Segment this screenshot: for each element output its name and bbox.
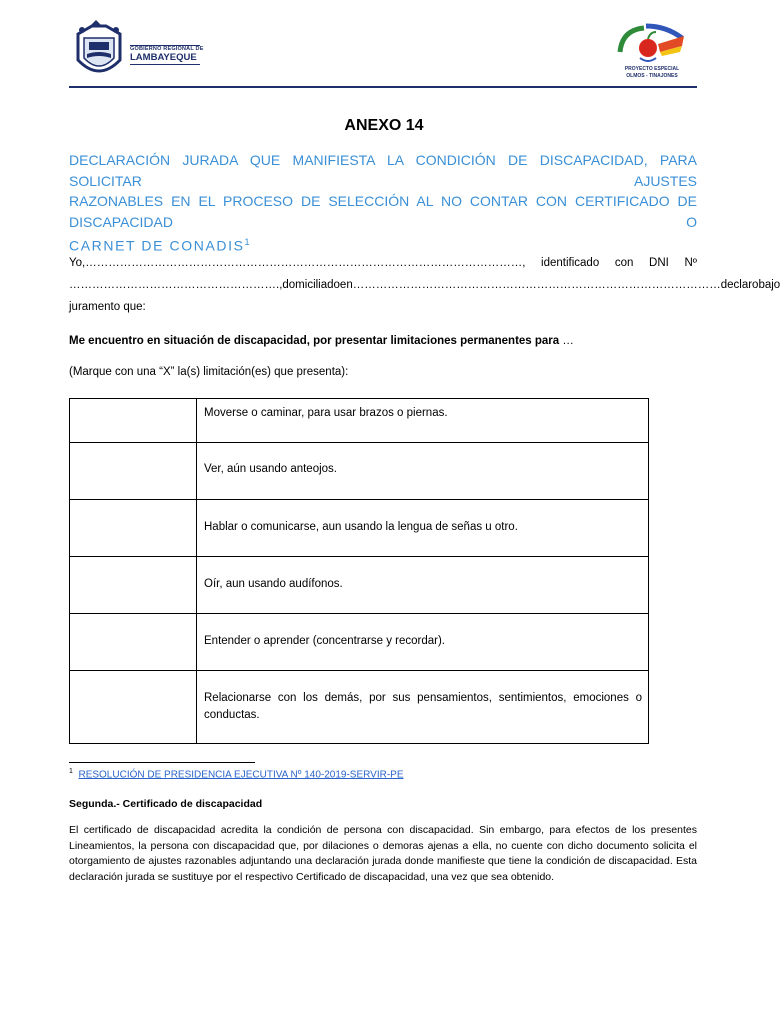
table-row	[70, 557, 649, 614]
instruction-line: (Marque con una “X” la(s) limitación(es) que presenta):	[69, 366, 349, 378]
word-con: con	[614, 257, 634, 269]
heading-line-2: RAZONABLES EN EL PROCESO DE SELECCIÓN AL NO CONTAR CON CERTIFICADO DE DISCAPACIDAD O	[69, 193, 697, 230]
section-title: Segunda.- Certificado de discapacidad	[69, 798, 263, 810]
limitation-text: Relacionarse con los demás, por sus pensamientos, sentimientos, emociones o conductas.	[197, 671, 649, 744]
footnote-number: 1	[69, 768, 73, 775]
declaration-block	[69, 252, 780, 318]
header-divider	[69, 86, 697, 88]
word-identificado: identificado	[541, 257, 600, 269]
mark-box-3[interactable]	[70, 500, 197, 557]
table-row	[70, 671, 649, 744]
word-dni: DNI	[649, 257, 669, 269]
resolution-link[interactable]: RESOLUCIÓN DE PRESIDENCIA EJECUTIVA Nº 140-2019-SERVIR-PE	[78, 769, 404, 781]
table-row	[70, 614, 649, 671]
table-row	[70, 399, 649, 443]
word-en: en	[339, 279, 353, 291]
mark-box-4[interactable]	[70, 557, 197, 614]
org-name-line2: LAMBAYEQUE	[130, 52, 197, 63]
section-body: El certificado de discapacidad acredita la condición de persona con discapacidad. Sin embargo, para efectos de los presentes Lineamientos, la persona con discapacidad que, por dilaciones o demoras ajenas a ella, no cuente con dicho documento solicita el otorgamiento de ajustes razonables adjuntando una declaración jurada donde manifieste que tiene la condición de discapacidad. Esta declaración jurada se sustituye por el respectivo Certificado de discapacidad, una vez que sea obtenido.	[69, 824, 697, 883]
footnote-ref: 1	[244, 237, 252, 247]
dni-blank: ……………………………………………….,	[69, 279, 283, 291]
mark-box-2[interactable]	[70, 443, 197, 500]
limitation-text: Ver, aún usando anteojos.	[197, 443, 649, 500]
org-name-line1: GOBIERNO REGIONAL DE	[130, 46, 204, 52]
declaration-line-1	[69, 252, 697, 274]
declaration-heading	[69, 150, 697, 256]
table-row	[70, 443, 649, 500]
word-declaro: declaro	[720, 279, 759, 291]
heading-line-3: CARNET DE CONADIS$^1$	[69, 237, 252, 254]
name-blank: Yo,……………………………………………………………………………………………………,	[69, 257, 526, 269]
project-emblem-icon	[610, 22, 690, 66]
mark-box-1[interactable]	[70, 399, 197, 443]
word-no: Nº	[684, 257, 697, 269]
limitations-table	[69, 398, 649, 744]
declaration-line-2	[69, 274, 780, 296]
annex-title: ANEXO 14	[344, 117, 424, 134]
olmos-tinajones-logo	[610, 22, 690, 84]
mark-box-6[interactable]	[70, 671, 197, 744]
limitation-text: Oír, aun usando audífonos.	[197, 557, 649, 614]
word-domiciliado: domiciliado	[282, 279, 340, 291]
limitation-text: Moverse o caminar, para usar brazos o piernas.	[197, 399, 649, 443]
footnote-divider	[69, 762, 255, 763]
limitation-text: Entender o aprender (concentrarse y recordar).	[197, 614, 649, 671]
heading-line-1: DECLARACIÓN JURADA QUE MANIFIESTA LA CONDICIÓN DE DISCAPACIDAD, PARA SOLICITAR AJUSTES	[69, 152, 697, 189]
address-blank: ……………………………………………………………………………………	[352, 279, 721, 291]
gobierno-regional-logo	[72, 20, 212, 84]
mark-box-5[interactable]	[70, 614, 197, 671]
word-bajo: bajo	[758, 279, 780, 291]
footnote	[69, 768, 404, 780]
statement-ellipsis: …	[559, 335, 574, 347]
project-line1: PROYECTO ESPECIAL	[624, 66, 680, 72]
limitation-text: Hablar o comunicarse, aun usando la lengua de señas u otro.	[197, 500, 649, 557]
table-row	[70, 500, 649, 557]
project-line2: OLMOS - TINAJONES	[626, 73, 678, 79]
declaration-line-3: juramento que:	[69, 301, 146, 313]
statement-text: Me encuentro en situación de discapacidad, por presentar limitaciones permanentes para	[69, 335, 560, 347]
statement-line	[69, 335, 574, 347]
